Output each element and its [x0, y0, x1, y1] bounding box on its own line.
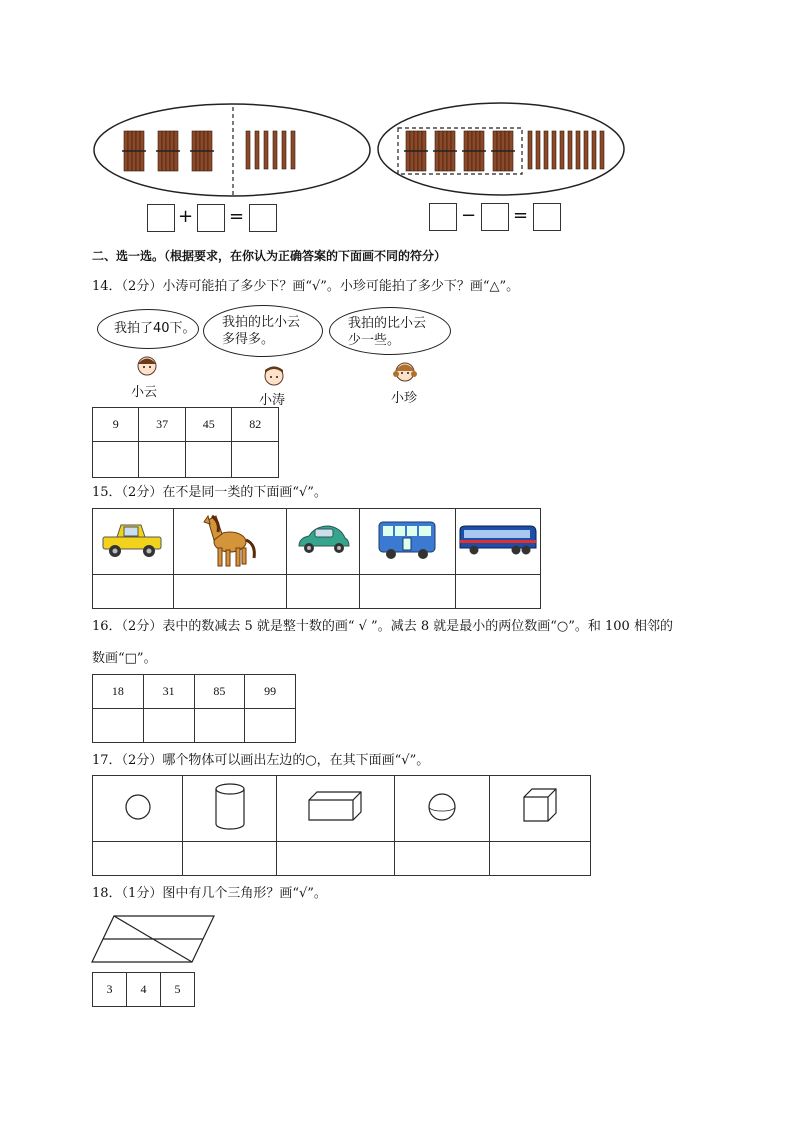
option-cell: 31 [143, 675, 194, 709]
option-cell[interactable]: 5 [161, 973, 195, 1007]
answer-cell[interactable] [93, 575, 174, 609]
answer-box[interactable] [481, 203, 509, 231]
answer-box[interactable] [249, 204, 277, 232]
cuboid-icon [307, 790, 363, 824]
answer-cell[interactable] [359, 575, 455, 609]
picture-cell [277, 776, 394, 842]
answer-cell[interactable] [245, 709, 296, 743]
picture-cell [93, 776, 183, 842]
answer-cell[interactable] [143, 709, 194, 743]
girl-icon [393, 359, 417, 385]
equals-sign: = [229, 206, 245, 227]
picture-cell [286, 509, 359, 575]
answer-cell[interactable] [456, 575, 541, 609]
answer-box[interactable] [429, 203, 457, 231]
bubble-text: 我拍的比小云 [222, 315, 301, 330]
answer-table-15 [92, 508, 541, 609]
picture-cell [456, 509, 541, 575]
answer-table-17 [92, 775, 591, 876]
answer-cell[interactable] [93, 442, 139, 478]
option-cell[interactable]: 3 [93, 973, 127, 1007]
answer-box[interactable] [147, 204, 175, 232]
picture-cell [394, 776, 489, 842]
answer-cell[interactable] [394, 842, 489, 876]
circle-icon [123, 792, 153, 822]
horse-icon [200, 510, 260, 570]
answer-cell[interactable] [139, 442, 186, 478]
bundles-figure-right [376, 101, 626, 201]
answer-table-18 [92, 972, 195, 1007]
bubble-text: 我拍的比小云 [348, 316, 427, 331]
question-16-text-cont: 数画“□”。 [92, 651, 157, 666]
bus-icon [375, 518, 439, 562]
truck-icon [101, 521, 165, 559]
answer-cell[interactable] [93, 842, 183, 876]
picture-cell [489, 776, 590, 842]
answer-cell[interactable] [277, 842, 394, 876]
speech-scene [95, 305, 455, 408]
question-18-text: 18．（1分）图中有几个三角形？画“√”。 [92, 886, 327, 901]
answer-cell[interactable] [93, 709, 144, 743]
option-cell[interactable]: 4 [127, 973, 161, 1007]
girl-icon [137, 355, 157, 379]
picture-cell [93, 509, 174, 575]
option-cell: 82 [232, 408, 279, 442]
question-15-text: 15．（2分）在不是同一类的下面画“√”。 [92, 485, 327, 500]
answer-box[interactable] [533, 203, 561, 231]
answer-table-16 [92, 674, 296, 743]
speech-bubble-xiaozhen [329, 307, 451, 355]
answer-cell[interactable] [286, 575, 359, 609]
option-cell: 99 [245, 675, 296, 709]
cube-icon [520, 787, 560, 827]
answer-cell[interactable] [489, 842, 590, 876]
minus-sign: − [461, 205, 477, 226]
parallelogram-figure [90, 914, 218, 966]
name-label: 小云 [131, 385, 158, 400]
answer-cell[interactable] [183, 842, 277, 876]
answer-cell[interactable] [173, 575, 286, 609]
answer-cell[interactable] [232, 442, 279, 478]
option-cell: 18 [93, 675, 144, 709]
bubble-text: 我拍了40下。 [114, 321, 196, 336]
car-icon [295, 524, 351, 556]
bubble-text: 多得多。 [222, 332, 275, 347]
bundles-figure-left [92, 103, 372, 203]
plus-sign: + [178, 206, 194, 227]
section-title: 二、选一选。（根据要求，在你认为正确答案的下面画不同的符分） [92, 249, 447, 263]
picture-cell [359, 509, 455, 575]
answer-box[interactable] [197, 204, 225, 232]
option-cell: 85 [194, 675, 245, 709]
answer-table-14 [92, 407, 279, 478]
answer-cell[interactable] [194, 709, 245, 743]
question-16-text: 16．（2分）表中的数减去 5 就是整十数的画“ √ ”。减去 8 就是最小的两位数画“○”。和 100 相邻的 [92, 619, 673, 634]
speech-bubble-xiaoyun [97, 309, 199, 349]
option-cell: 9 [93, 408, 139, 442]
name-label: 小珍 [391, 391, 418, 406]
question-17-text: 17．（2分）哪个物体可以画出左边的○，在其下面画“√”。 [92, 753, 430, 768]
sphere-icon [426, 791, 458, 823]
bubble-text: 少一些。 [348, 333, 401, 348]
option-cell: 37 [139, 408, 186, 442]
cylinder-icon [213, 782, 247, 832]
picture-cell [173, 509, 286, 575]
speech-bubble-xiaotao [203, 305, 323, 357]
coach-icon [458, 524, 538, 556]
name-label: 小涛 [259, 393, 286, 408]
question-14-text: 14．（2分）小涛可能拍了多少下？画“√”。小珍可能拍了多少下？画“△”。 [92, 279, 520, 294]
picture-cell [183, 776, 277, 842]
option-cell: 45 [185, 408, 232, 442]
equals-sign: = [513, 205, 529, 226]
boy-icon [264, 365, 284, 387]
answer-cell[interactable] [185, 442, 232, 478]
